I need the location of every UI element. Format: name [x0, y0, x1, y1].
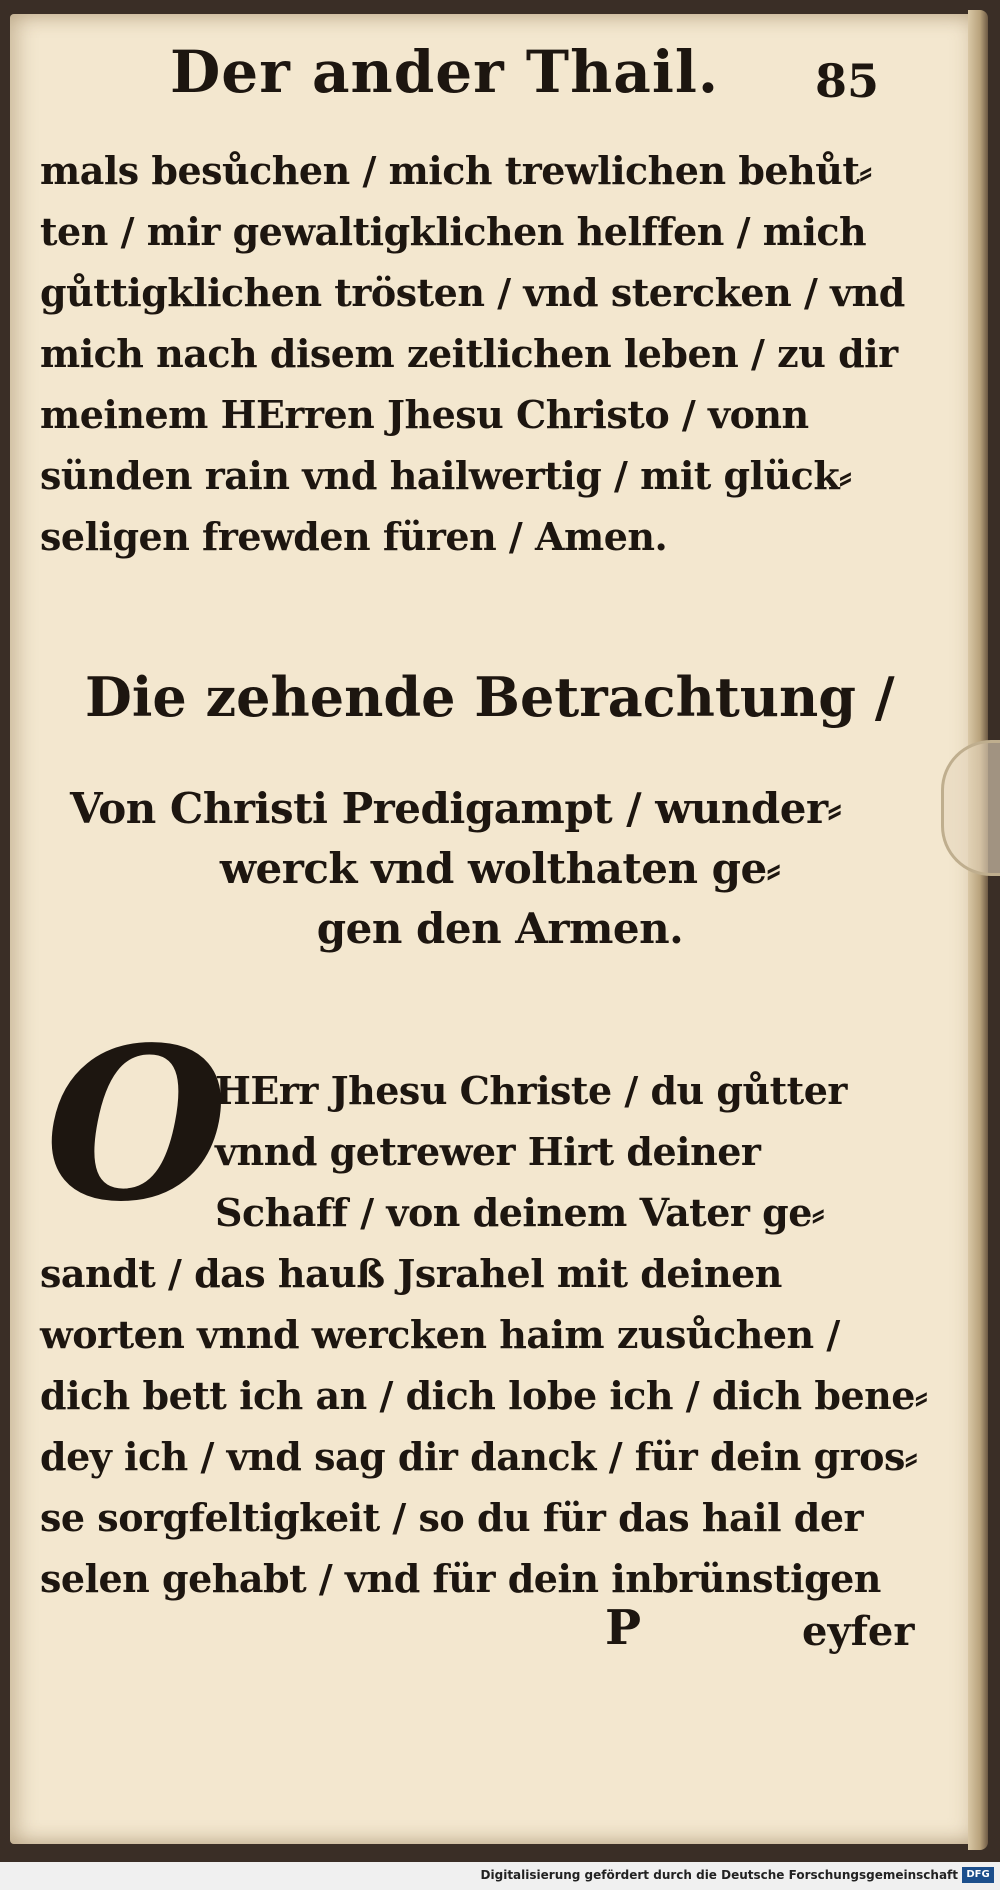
decorated-initial: O	[45, 1001, 228, 1248]
signature-mark: P	[605, 1600, 642, 1656]
paragraph-2-indented	[215, 1060, 935, 1243]
subheading-text: werck vnd wolthaten ge⸗	[219, 844, 781, 893]
text-line: mich nach disem zeitlichen leben / zu dir	[40, 331, 898, 376]
text-line: gůttigklichen trösten / vnd stercken / vnd	[40, 270, 905, 315]
catchword: eyfer	[802, 1608, 915, 1655]
section-heading: Die zehende Betrachtung /	[85, 665, 895, 729]
subheading-text: gen den Armen.	[316, 904, 684, 953]
dfg-logo: DFG	[962, 1867, 994, 1883]
subheading-line-2	[0, 840, 1000, 898]
paragraph-1	[40, 140, 920, 567]
subheading-text: Von Christi Predigampt / wunder⸗	[70, 784, 842, 833]
footer-credit: Digitalisierung gefördert durch die Deutsche Forschungsgemeinschaft	[480, 1868, 958, 1882]
text-line: sandt / das hauß Jsrahel mit deinen	[40, 1251, 782, 1296]
text-line: worten vnnd wercken haim zusůchen /	[40, 1312, 840, 1357]
subheading-line-3	[0, 900, 1000, 958]
text-line: ten / mir gewaltigklichen helffen / mich	[40, 209, 867, 254]
text-line: Schaff / von deinem Vater ge⸗	[215, 1190, 825, 1235]
text-line: se sorgfeltigkeit / so du für das hail der	[40, 1495, 864, 1540]
text-line: vnnd getrewer Hirt deiner	[215, 1129, 761, 1174]
paragraph-2	[40, 1243, 928, 1609]
text-line: dich bett ich an / dich lobe ich / dich bene⸗	[40, 1373, 928, 1418]
text-line: seligen frewden füren / Amen.	[40, 514, 668, 559]
text-line: dey ich / vnd sag dir danck / für dein gros⸗	[40, 1434, 918, 1479]
text-line: sünden rain vnd hailwertig / mit glück⸗	[40, 453, 852, 498]
page-number: 85	[815, 54, 880, 108]
text-line: mals besůchen / mich trewlichen behůt⸗	[40, 148, 872, 193]
subheading-line-1	[70, 780, 890, 838]
footer-bar	[0, 1862, 1000, 1890]
text-line: HErr Jhesu Christe / du gůtter	[215, 1068, 847, 1113]
running-title: Der ander Thail.	[170, 38, 720, 106]
text-line: meinem HErren Jhesu Christo / vonn	[40, 392, 809, 437]
text-line: selen gehabt / vnd für dein inbrünstigen	[40, 1556, 881, 1601]
